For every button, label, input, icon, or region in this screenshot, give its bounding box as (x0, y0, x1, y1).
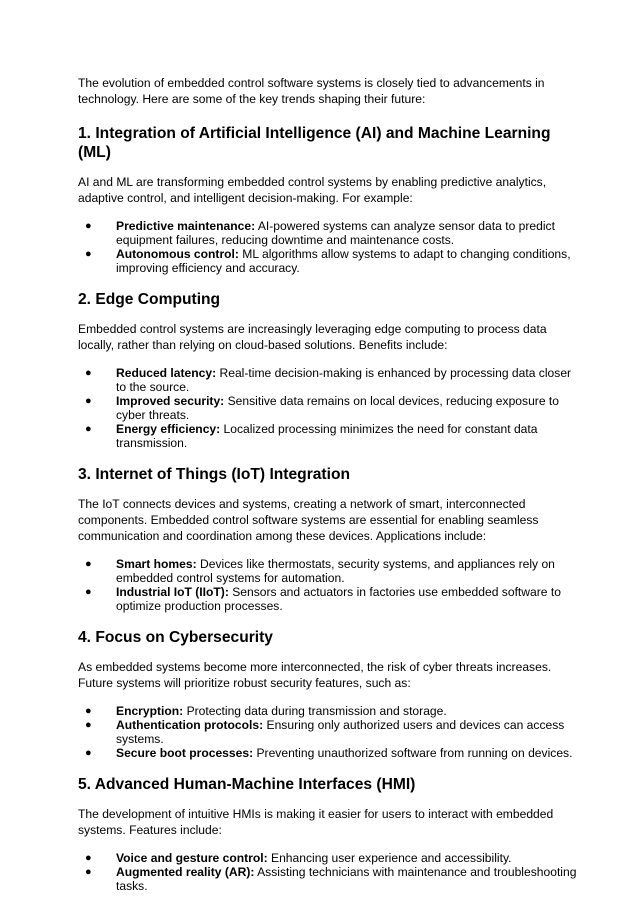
bullet-icon: ● (85, 705, 92, 717)
intro-paragraph: The evolution of embedded control software systems is closely tied to advancements in technology. Here are some of the key trends shaping their future: (78, 76, 545, 106)
bullet-icon: ● (85, 395, 92, 407)
bullet-icon: ● (85, 719, 92, 731)
bullet-list (78, 704, 578, 760)
item-text: Enhancing user experience and accessibility. (267, 851, 512, 865)
bullet-list (78, 557, 578, 613)
list-item (78, 865, 578, 893)
item-text: Sensors and actuators in factories use embedded software to optimize production processes. (116, 585, 561, 613)
section-3 (78, 465, 578, 613)
item-term: Energy efficiency: (116, 422, 221, 436)
item-text: Preventing unauthorized software from running on devices. (253, 746, 573, 760)
item-term: Improved security: (116, 394, 225, 408)
section-body: AI and ML are transforming embedded control systems by enabling predictive analytics, adaptive control, and intelligent decision-making. For example: (78, 175, 547, 205)
section-body: Embedded control systems are increasingly leveraging edge computing to process data locally, rather than relying on cloud-based solutions. Benefits include: (78, 322, 547, 352)
bullet-list (78, 366, 578, 450)
item-text: Assisting technicians with maintenance and troubleshooting tasks. (116, 865, 577, 893)
item-term: Autonomous control: (116, 247, 239, 261)
section-2 (78, 290, 578, 450)
section-body: The development of intuitive HMIs is making it easier for users to interact with embedded systems. Features include: (78, 807, 554, 837)
list-item (78, 219, 578, 247)
item-text: ML algorithms allow systems to adapt to changing conditions, improving efficiency and accuracy. (116, 247, 571, 275)
item-term: Smart homes: (116, 557, 197, 571)
bullet-icon: ● (85, 423, 92, 435)
item-text: Ensuring only authorized users and devices can access systems. (116, 718, 565, 746)
item-text: Real-time decision-making is enhanced by processing data closer to the source. (116, 366, 572, 394)
list-item (78, 746, 578, 760)
bullet-icon: ● (85, 248, 92, 260)
list-item (78, 247, 578, 275)
section-body: As embedded systems become more interconnected, the risk of cyber threats increases. Future systems will prioritize robust security features, such as: (78, 660, 552, 690)
list-item (78, 366, 578, 394)
section-1 (78, 124, 578, 275)
section-4 (78, 628, 578, 760)
section-heading: 3. Internet of Things (IoT) Integration (78, 466, 351, 483)
bullet-list (78, 851, 578, 893)
bullet-icon: ● (85, 586, 92, 598)
section-heading: 4. Focus on Cybersecurity (78, 629, 273, 646)
item-term: Reduced latency: (116, 366, 217, 380)
list-item (78, 704, 578, 718)
section-body: The IoT connects devices and systems, creating a network of smart, interconnected components. Embedded control software systems are essential for enabling seamless communication and coordination among these devices. Applications include: (78, 497, 539, 543)
list-item (78, 422, 578, 450)
section-heading: 2. Edge Computing (78, 291, 221, 308)
item-text: AI-powered systems can analyze sensor data to predict equipment failures, reducing downtime and maintenance costs. (116, 219, 555, 247)
section-heading: 1. Integration of Artificial Intelligence (AI) and Machine Learning (ML) (78, 125, 551, 161)
item-text: Devices like thermostats, security systems, and appliances rely on embedded control systems for automation. (116, 557, 555, 585)
item-term: Encryption: (116, 704, 184, 718)
item-text: Sensitive data remains on local devices, reducing exposure to cyber threats. (116, 394, 559, 422)
list-item (78, 557, 578, 585)
bullet-icon: ● (85, 367, 92, 379)
item-term: Authentication protocols: (116, 718, 264, 732)
item-term: Predictive maintenance: (116, 219, 256, 233)
list-item (78, 718, 578, 746)
bullet-icon: ● (85, 747, 92, 759)
section-5 (78, 775, 578, 893)
bullet-list (78, 219, 578, 275)
list-item (78, 851, 578, 865)
item-term: Voice and gesture control: (116, 851, 268, 865)
item-text: Localized processing minimizes the need for constant data transmission. (116, 422, 538, 450)
item-term: Secure boot processes: (116, 746, 254, 760)
bullet-icon: ● (85, 558, 92, 570)
bullet-icon: ● (85, 852, 92, 864)
item-term: Augmented reality (AR): (116, 865, 255, 879)
bullet-icon: ● (85, 866, 92, 878)
list-item (78, 394, 578, 422)
item-term: Industrial IoT (IIoT): (116, 585, 229, 599)
list-item (78, 585, 578, 613)
bullet-icon: ● (85, 220, 92, 232)
item-text: Protecting data during transmission and storage. (183, 704, 447, 718)
section-heading: 5. Advanced Human-Machine Interfaces (HMI) (78, 776, 416, 793)
